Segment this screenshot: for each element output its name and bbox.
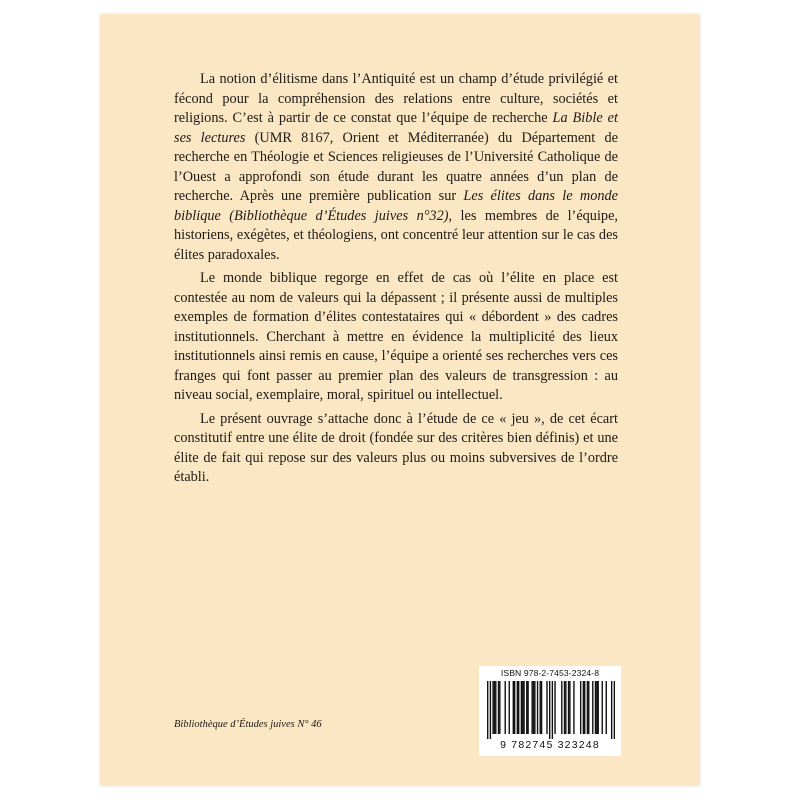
barcode-bar <box>564 681 565 734</box>
barcode-bar <box>521 681 522 734</box>
barcode-bar <box>580 681 581 734</box>
barcode-bar <box>527 681 528 734</box>
barcode-bar <box>546 681 547 734</box>
barcode-bar <box>495 681 496 734</box>
blurb-run: (UMR 8167, Orient et Méditerranée) du Département de recherche en Théologie et Sciences religieuses de l’Université Catholique de l’Ouest a approfondi son étude durant les quatre années d’un plan de recherche. Après une première publication sur <box>174 129 618 204</box>
barcode-bar <box>509 681 510 734</box>
barcode-icon <box>487 681 615 739</box>
blurb-italic-run: La Bible et ses lectures <box>174 110 618 146</box>
blurb-run: , les membres de l’équipe, historiens, exégètes, et théologiens, ont concentré leur attention sur le cas des élites paradoxales. <box>174 207 618 263</box>
barcode-bar <box>537 681 538 734</box>
barcode-bar <box>606 681 607 734</box>
barcode-bar <box>498 681 499 734</box>
barcode-bar <box>568 681 569 734</box>
barcode-bar <box>595 681 596 734</box>
barcode-bar <box>561 681 562 734</box>
barcode-bar <box>526 681 527 734</box>
back-cover <box>100 14 700 786</box>
barcode-bar <box>518 681 519 734</box>
barcode-bar <box>492 681 493 734</box>
blurb-paragraph <box>174 70 618 265</box>
barcode-bar <box>583 681 584 734</box>
barcode-bar <box>517 681 518 734</box>
isbn-barcode-box <box>479 666 621 756</box>
barcode-bar <box>541 681 542 734</box>
barcode-bar <box>505 681 506 734</box>
blurb-run: Le monde biblique regorge en effet de cas où l’élite en place est contestée au nom de valeurs qui la dépassent ; il présente aussi de multiples exemples de formation d’élites contestataires qui « débordent » des cadres institutionnels. Cherchant à mettre en évidence la multiplicité des lieux institutionnels ainsi remis en cause, l’équipe a orienté ses recherches vers ces franges qui font passer au premier plan des valeurs de transgression : au niveau social, exemplaire, moral, spirituel ou intellectuel. <box>174 270 618 403</box>
barcode-bar <box>552 681 553 739</box>
barcode-bar <box>602 681 603 734</box>
blurb-run: La notion d’élitisme dans l’Antiquité est un champ d’étude privilégié et fécond pour la compréhension des relations entre culture, sociétés et religions. C’est à partir de ce constat que l’équipe de recherche <box>174 71 618 126</box>
barcode-bar <box>513 681 514 734</box>
barcode-bar <box>487 681 488 739</box>
barcode-bar <box>534 681 535 734</box>
barcode-bar <box>514 681 515 734</box>
blurb-paragraph <box>174 269 618 406</box>
barcode-bar <box>499 681 500 734</box>
barcode-digits: 9 782745 323248 <box>500 739 600 751</box>
blurb-run: Le présent ouvrage s’attache donc à l’étude de ce « jeu », de cet écart constitutif entre une élite de droit (fondée sur des critères bien définis) et une élite de fait qui repose sur des valeurs plus ou moins subversives de l’ordre établi. <box>174 410 618 485</box>
barcode-bar <box>597 681 598 734</box>
barcode-bar <box>522 681 523 734</box>
barcode-bar <box>569 681 570 734</box>
barcode-bar <box>549 681 550 739</box>
barcode-bar <box>523 681 524 734</box>
blurb-italic-run: Les élites dans le monde biblique (Bibliothèque d’Études juives n°32) <box>174 188 618 224</box>
barcode-bar <box>573 681 574 734</box>
barcode-bar <box>611 681 612 739</box>
barcode-bar <box>587 681 588 734</box>
barcode-bar <box>554 681 555 734</box>
barcode-bar <box>565 681 566 734</box>
barcode-bar <box>588 681 589 734</box>
barcode-bar <box>531 681 532 734</box>
barcode-bar <box>494 681 495 734</box>
series-title: Bibliothèque d’Études juives N° 46 <box>174 719 322 730</box>
barcode-bar <box>584 681 585 734</box>
barcode-bar <box>592 681 593 734</box>
barcode-bar <box>533 681 534 734</box>
blurb-paragraph <box>174 410 618 488</box>
barcode-bar <box>614 681 615 739</box>
barcode-bar <box>490 681 491 739</box>
blurb-text <box>174 70 618 492</box>
isbn-label: ISBN 978-2-7453-2324-8 <box>500 668 600 678</box>
barcode-bar <box>540 681 541 734</box>
barcode-bar <box>596 681 597 734</box>
